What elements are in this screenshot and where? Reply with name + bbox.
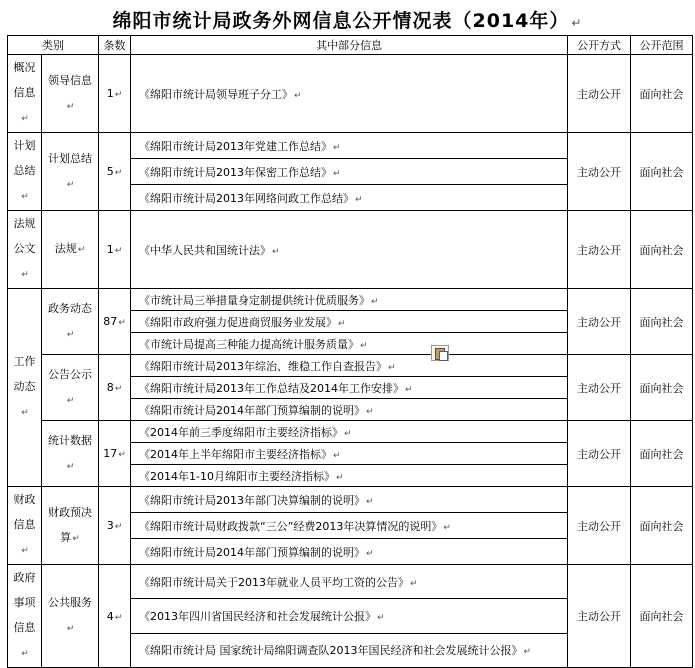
subcategory-text: 法规 <box>54 242 77 255</box>
info-item <box>131 599 568 633</box>
count-cell <box>99 211 131 289</box>
paragraph-mark: ↵ <box>388 362 396 373</box>
info-item-text: 《2014年上半年绵阳市主要经济指标》 <box>139 447 332 461</box>
count-text: 1 <box>106 87 114 100</box>
category-text: 政府事项信息 <box>13 571 36 634</box>
info-item <box>131 513 568 539</box>
info-item-text: 《绵阳市统计局2014年部门预算编制的说明》 <box>139 545 365 559</box>
scope-cell: 面向社会 <box>631 565 693 668</box>
paragraph-mark: ↵ <box>272 246 280 257</box>
info-item <box>131 133 568 159</box>
paragraph-mark: ↵ <box>523 647 532 658</box>
scope-cell: 面向社会 <box>631 133 693 211</box>
paragraph-mark: ↵ <box>66 395 75 406</box>
info-item <box>131 443 568 465</box>
paragraph-mark: ↵ <box>114 384 123 394</box>
paragraph-mark: ↵ <box>66 101 75 112</box>
method-cell: 主动公开 <box>568 421 631 487</box>
paragraph-mark: ↵ <box>366 496 374 507</box>
info-item <box>131 539 568 565</box>
category-text: 法规公文 <box>13 217 36 255</box>
category-text: 计划总结 <box>13 139 36 177</box>
count-text: 8 <box>106 381 114 394</box>
subcategory-text: 财政预决算 <box>48 505 92 544</box>
count-text: 3 <box>106 519 114 532</box>
scope-cell: 面向社会 <box>631 289 693 355</box>
method-cell: 主动公开 <box>568 211 631 289</box>
header-scope: 公开范围 <box>631 36 693 55</box>
info-item <box>131 487 568 513</box>
page-title <box>0 6 695 33</box>
table-row <box>8 421 693 443</box>
paragraph-mark: ↵ <box>333 142 341 153</box>
table-row <box>8 289 693 311</box>
paragraph-mark: ↵ <box>377 612 385 623</box>
paragraph-mark: ↵ <box>333 168 341 179</box>
count-text: 1 <box>106 243 114 256</box>
info-item <box>131 311 568 333</box>
count-cell <box>99 355 131 421</box>
subcategory-text: 政务动态 <box>48 301 92 315</box>
paragraph-mark: ↵ <box>338 318 346 329</box>
paragraph-mark: ↵ <box>410 578 418 589</box>
header-count: 条数 <box>99 36 131 55</box>
table-row <box>8 211 693 289</box>
info-item-text: 《2014年前三季度绵阳市主要经济指标》 <box>139 425 343 439</box>
subcategory-cell <box>42 289 99 355</box>
category-cell <box>8 55 42 133</box>
count-text: 5 <box>106 165 114 178</box>
count-cell <box>99 421 131 487</box>
subcategory-cell <box>42 487 99 565</box>
paragraph-mark: ↵ <box>333 450 341 461</box>
info-item-text: 《2013年四川省国民经济和社会发展统计公报》 <box>139 609 376 623</box>
paragraph-mark: ↵ <box>405 384 413 395</box>
paragraph-mark: ↵ <box>294 90 302 101</box>
info-item <box>131 421 568 443</box>
paragraph-mark: ↵ <box>443 522 451 533</box>
disclosure-table <box>7 35 693 668</box>
subcategory-text: 统计数据 <box>48 433 92 447</box>
paragraph-mark: ↵ <box>21 270 29 280</box>
info-item <box>131 211 568 289</box>
table-row <box>8 487 693 513</box>
paragraph-mark: ↵ <box>371 296 379 307</box>
paragraph-mark: ↵ <box>335 472 344 483</box>
header-row <box>8 36 693 55</box>
info-item <box>131 465 568 487</box>
paragraph-mark: ↵ <box>118 318 126 328</box>
method-cell: 主动公开 <box>568 133 631 211</box>
subcategory-text: 公告公示 <box>48 367 92 381</box>
count-text: 4 <box>106 609 114 623</box>
method-cell: 主动公开 <box>568 355 631 421</box>
header-category: 类别 <box>8 36 99 55</box>
paragraph-mark: ↵ <box>344 428 352 439</box>
header-method: 公开方式 <box>568 36 631 55</box>
info-item <box>131 159 568 185</box>
table-row <box>8 55 693 133</box>
paragraph-mark: ↵ <box>355 194 363 205</box>
scope-cell: 面向社会 <box>631 355 693 421</box>
paragraph-mark: ↵ <box>114 90 123 100</box>
info-item-text: 《绵阳市统计局2013年网络问政工作总结》 <box>139 191 354 205</box>
info-item-text: 《市统计局三举措量身定制提供统计优质服务》 <box>139 293 370 307</box>
paragraph-mark: ↵ <box>66 461 75 472</box>
category-text: 概况信息 <box>13 61 36 99</box>
info-item <box>131 565 568 599</box>
paragraph-mark: ↵ <box>66 329 75 340</box>
info-item <box>131 55 568 133</box>
paragraph-mark: ↵ <box>118 450 126 460</box>
category-text: 财政信息 <box>13 493 36 531</box>
subcategory-cell <box>42 565 99 668</box>
paragraph-mark: ↵ <box>77 245 86 255</box>
paragraph-mark: ↵ <box>66 624 75 634</box>
subcategory-cell <box>42 355 99 421</box>
paragraph-mark: ↵ <box>114 168 123 178</box>
method-cell: 主动公开 <box>568 55 631 133</box>
info-item-text: 《绵阳市统计局 国家统计局绵阳调查队2013年国民经济和社会发展统计公报》 <box>139 644 523 658</box>
info-item-text: 《绵阳市统计局关于2013年就业人员平均工资的公告》 <box>139 575 409 589</box>
info-item-text: 《绵阳市统计局2013年工作总结及2014年工作安排》 <box>139 381 404 395</box>
count-cell <box>99 565 131 668</box>
paragraph-mark: ↵ <box>66 179 75 190</box>
info-item <box>131 377 568 399</box>
info-item-text: 《绵阳市统计局领导班子分工》 <box>139 87 293 101</box>
category-cell <box>8 211 42 289</box>
subcategory-text: 计划总结 <box>48 151 92 165</box>
info-item-text: 《2014年1-10月绵阳市主要经济指标》 <box>139 469 335 483</box>
info-item-text: 《绵阳市统计局2013年部门决算编制的说明》 <box>139 493 365 507</box>
paragraph-mark: ↵ <box>21 546 29 556</box>
count-cell <box>99 289 131 355</box>
count-cell <box>99 55 131 133</box>
subcategory-cell <box>42 55 99 133</box>
paragraph-mark: ↵ <box>72 533 80 544</box>
category-cell <box>8 133 42 211</box>
info-item <box>131 185 568 211</box>
paragraph-mark: ↵ <box>571 16 583 30</box>
scope-cell: 面向社会 <box>631 211 693 289</box>
paragraph-mark: ↵ <box>21 649 29 659</box>
category-text: 工作动态 <box>13 355 36 393</box>
subcategory-cell <box>42 211 99 289</box>
info-item <box>131 333 568 355</box>
info-item-text: 《绵阳市统计局2014年部门预算编制的说明》 <box>139 403 365 417</box>
info-item <box>131 289 568 311</box>
table-body <box>8 36 693 668</box>
subcategory-text: 公共服务 <box>48 596 92 609</box>
category-cell <box>8 487 42 565</box>
method-cell: 主动公开 <box>568 565 631 668</box>
table-row <box>8 565 693 599</box>
category-cell <box>8 565 42 668</box>
title-text: 绵阳市统计局政务外网信息公开情况表（2014年） <box>112 10 570 32</box>
paragraph-mark: ↵ <box>21 192 29 202</box>
info-item-text: 《绵阳市统计局2013年党建工作总结》 <box>139 139 332 153</box>
scope-cell: 面向社会 <box>631 421 693 487</box>
table-row <box>8 355 693 377</box>
paste-options-icon[interactable] <box>431 345 449 361</box>
header-info: 其中部分信息 <box>131 36 568 55</box>
info-item <box>131 633 568 667</box>
info-item <box>131 399 568 421</box>
count-cell <box>99 487 131 565</box>
info-item-text: 《中华人民共和国统计法》 <box>139 243 271 257</box>
count-cell <box>99 133 131 211</box>
info-item <box>131 355 568 377</box>
paragraph-mark: ↵ <box>114 246 123 256</box>
method-cell: 主动公开 <box>568 487 631 565</box>
paragraph-mark: ↵ <box>366 548 374 559</box>
info-item-text: 《绵阳市统计局2013年综治、维稳工作自查报告》 <box>139 359 387 373</box>
paragraph-mark: ↵ <box>21 114 29 124</box>
subcategory-cell <box>42 133 99 211</box>
method-cell: 主动公开 <box>568 289 631 355</box>
paragraph-mark: ↵ <box>114 522 123 532</box>
subcategory-text: 领导信息 <box>48 73 92 87</box>
scope-cell: 面向社会 <box>631 55 693 133</box>
paragraph-mark: ↵ <box>21 408 29 418</box>
paragraph-mark: ↵ <box>360 340 368 351</box>
info-item-text: 《绵阳市统计局财政拨款“三公”经费2013年决算情况的说明》 <box>139 519 443 533</box>
category-cell <box>8 289 42 487</box>
info-item-text: 《绵阳市政府强力促进商贸服务业发展》 <box>139 315 337 329</box>
count-text: 17 <box>103 447 118 460</box>
paragraph-mark: ↵ <box>114 612 123 623</box>
subcategory-cell <box>42 421 99 487</box>
paragraph-mark: ↵ <box>366 406 374 417</box>
count-text: 87 <box>103 315 118 328</box>
info-item-text: 《市统计局提高三种能力提高统计服务质量》 <box>139 337 359 351</box>
info-item-text: 《绵阳市统计局2013年保密工作总结》 <box>139 165 332 179</box>
table-row <box>8 133 693 159</box>
scope-cell: 面向社会 <box>631 487 693 565</box>
